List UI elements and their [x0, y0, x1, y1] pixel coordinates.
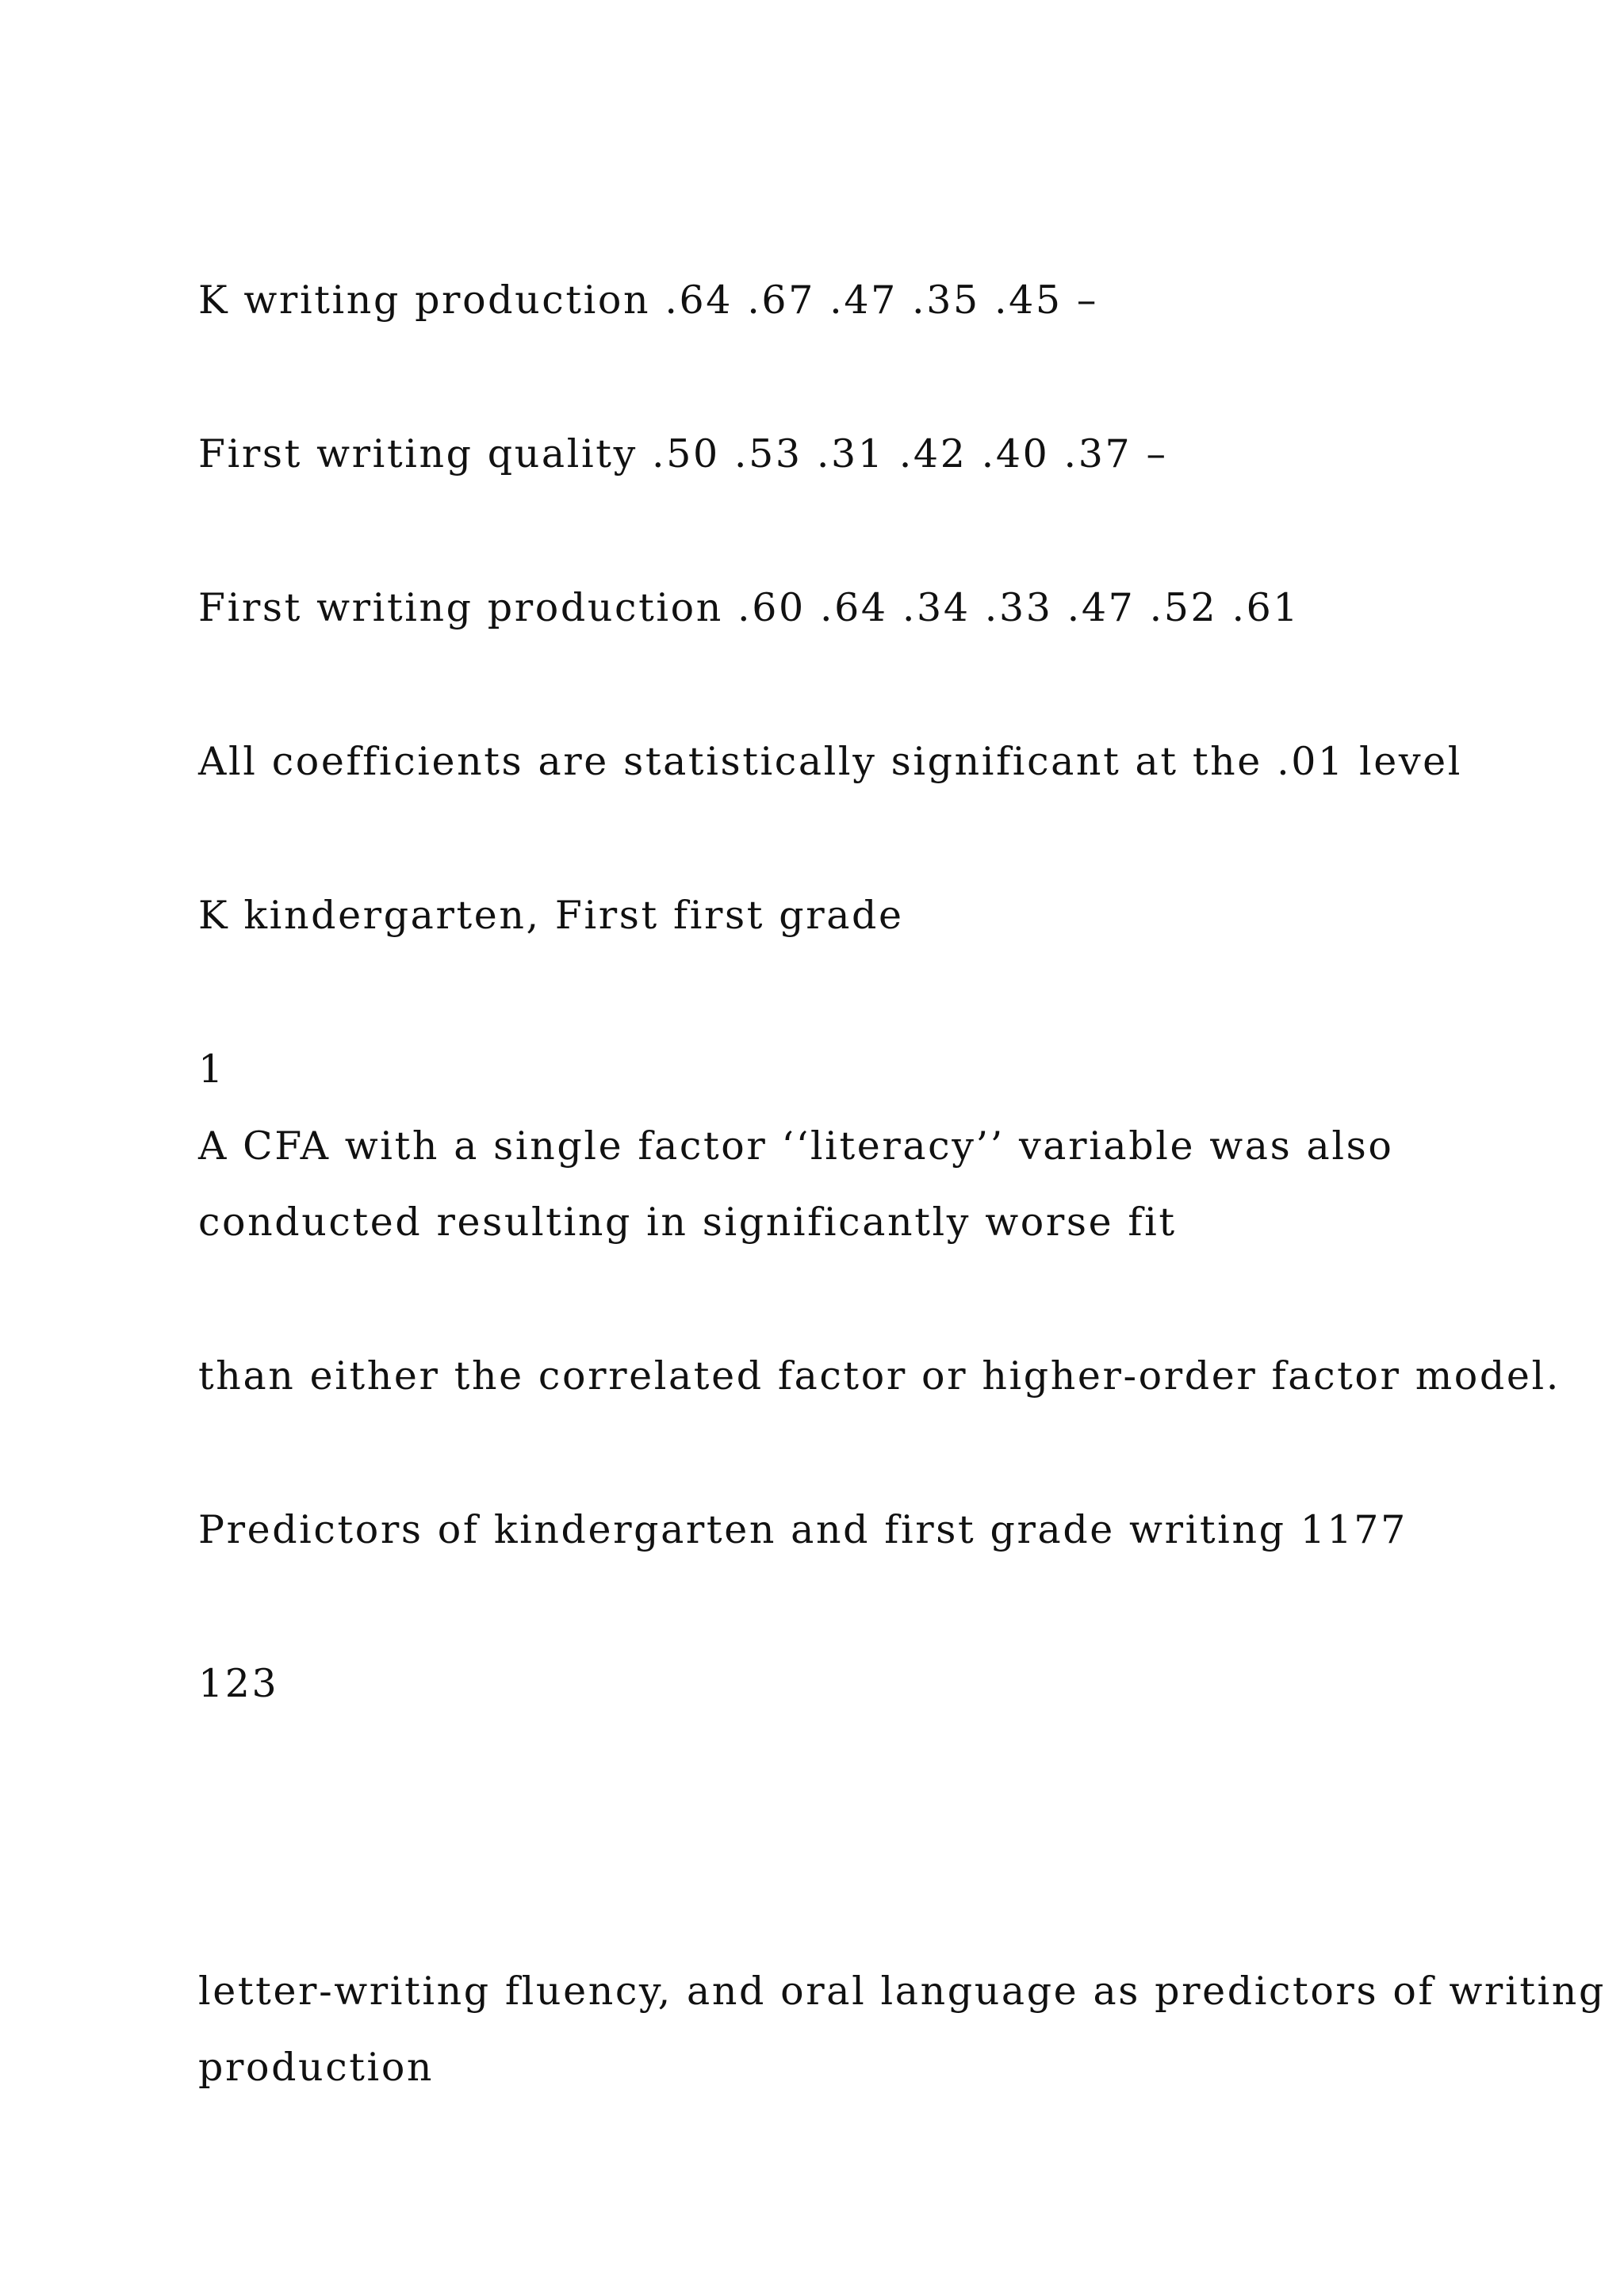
- table-row-first-writing-quality: First writing quality .50 .53 .31 .42 .40 .37 –: [198, 431, 1168, 476]
- footnote-number: 1: [198, 1047, 225, 1092]
- table-note-abbreviations: K kindergarten, First first grade: [198, 893, 904, 938]
- body-text-line-1: letter-writing fluency, and oral language as predictors of writing: [198, 1969, 1606, 2014]
- footnote-text-line-1: A CFA with a single factor ‘‘literacy’’ variable was also: [198, 1123, 1394, 1169]
- table-row-first-writing-production: First writing production .60 .64 .34 .33 .47 .52 .61: [198, 585, 1300, 630]
- footnote-text-line-2: conducted resulting in significantly worse fit: [198, 1200, 1177, 1245]
- body-text-line-2: production: [198, 2045, 435, 2090]
- page-marker: 123: [198, 1661, 279, 1706]
- table-note-significance: All coefficients are statistically significant at the .01 level: [198, 739, 1462, 784]
- footnote-text-line-3: than either the correlated factor or higher-order factor model.: [198, 1353, 1561, 1399]
- table-row-k-writing-production: K writing production .64 .67 .47 .35 .45 –: [198, 277, 1098, 323]
- running-header: Predictors of kindergarten and first grade writing 1177: [198, 1507, 1408, 1552]
